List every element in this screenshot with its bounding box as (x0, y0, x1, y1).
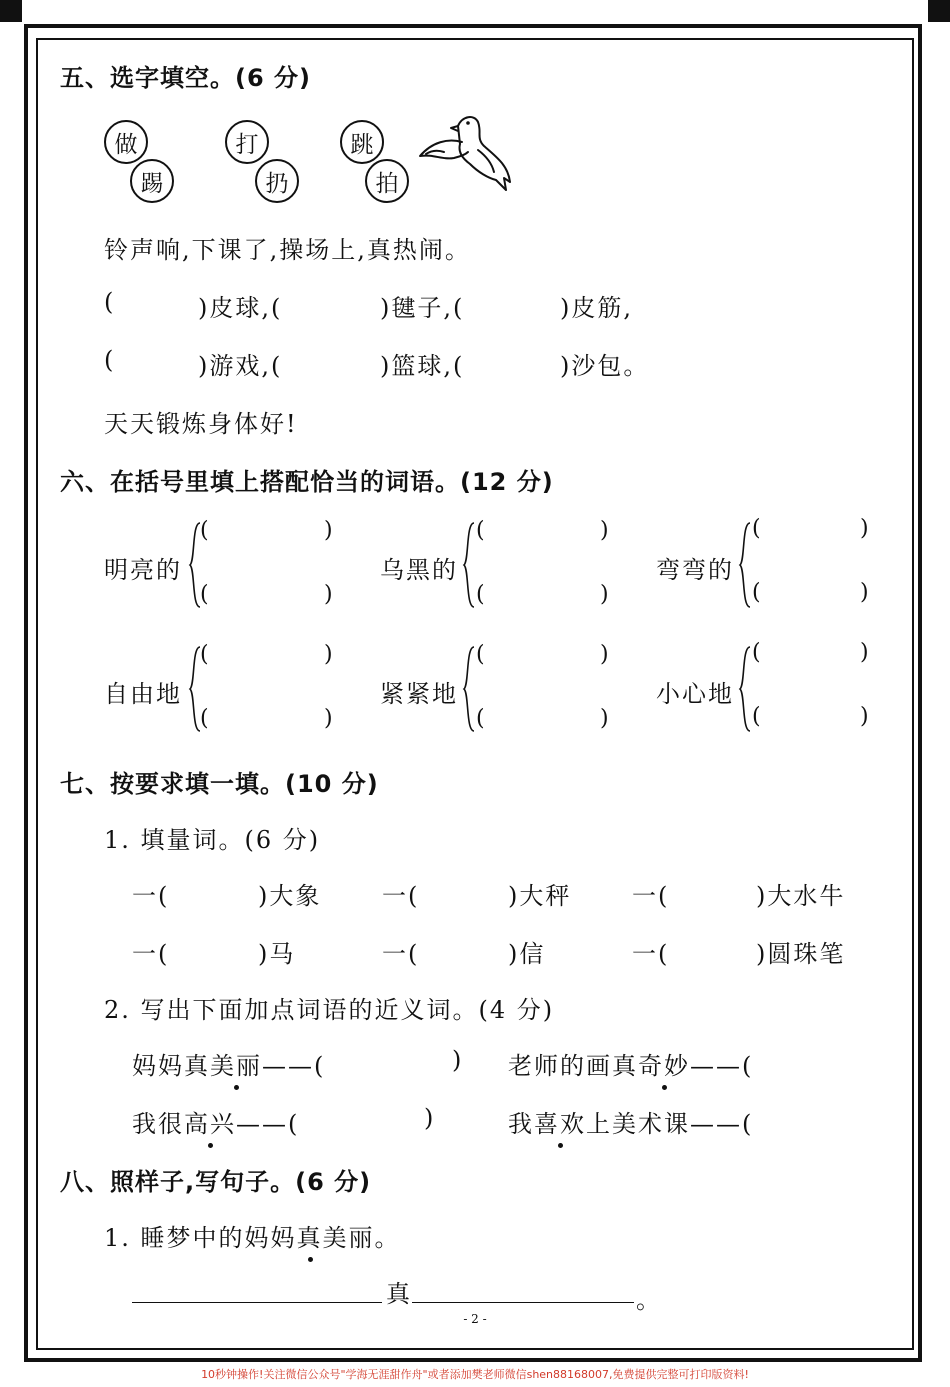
sentence-dash: ——( (262, 1052, 326, 1080)
section8-heading: 八、照样子,写句子。(6 分) (60, 1168, 372, 1196)
measure-noun: )马 (258, 940, 296, 968)
paren-close: ) (324, 582, 333, 607)
page-number: - 2 - (463, 1312, 487, 1326)
section5-outro: 天天锻炼身体好! (104, 410, 298, 438)
paren-close: ) (324, 706, 333, 731)
brace-icon (462, 645, 476, 733)
paren-close: ) (600, 518, 609, 543)
paren-close: ) (860, 516, 869, 541)
paren-open: ( (200, 582, 209, 607)
fill-item: )沙包。 (560, 352, 650, 380)
dotted-word: 喜欢 (534, 1104, 586, 1139)
section6-heading: 六、在括号里填上搭配恰当的词语。(12 分) (60, 468, 554, 496)
example-sentence (104, 1218, 401, 1253)
synonym-sentence (508, 1046, 753, 1081)
dotted-word: 美丽 (210, 1046, 262, 1081)
dotted-word: 高兴 (184, 1104, 236, 1139)
dotted-word: 真 (297, 1218, 323, 1253)
fill-paren: ( (104, 288, 116, 316)
word-prompt: 自由地 (104, 680, 182, 708)
paren-close: ) (860, 704, 869, 729)
fill-item: )皮筋, (560, 294, 633, 322)
subsection-title: 2. 写出下面加点词语的近义词。(4 分) (104, 996, 555, 1024)
sentence-text: 妈妈真 (132, 1052, 210, 1080)
synonym-sentence (508, 1104, 753, 1139)
paren-open: ( (752, 580, 761, 605)
measure-noun: )大象 (258, 882, 322, 910)
paren-open: ( (200, 642, 209, 667)
fill-item: )游戏,( (198, 352, 283, 380)
paren-close: ) (324, 518, 333, 543)
dove-icon (418, 108, 522, 196)
paren-open: ( (476, 518, 485, 543)
word-prompt: 弯弯的 (656, 556, 734, 584)
paren-close: ) (600, 582, 609, 607)
measure-noun: )圆珠笔 (756, 940, 846, 968)
brace-icon (462, 521, 476, 609)
sentence-text: 我很 (132, 1110, 184, 1138)
paren-open: ( (476, 706, 485, 731)
synonym-sentence (132, 1046, 325, 1081)
sentence-text: 1. 睡梦中的妈妈 (104, 1224, 297, 1252)
paren-open: ( (200, 706, 209, 731)
paren-open: ( (752, 516, 761, 541)
corner-mark-right (928, 0, 950, 22)
paren-close: ) (324, 642, 333, 667)
answer-line[interactable] (412, 1302, 634, 1303)
paren-open: ( (476, 642, 485, 667)
sentence-text: 老师的画真 (508, 1052, 638, 1080)
footer-notice: 10秒钟操作!关注微信公众号"学海无涯甜作舟"或者添加樊老师微信shen88168007,免费提供完整可打印版资料! (201, 1368, 749, 1381)
paren-close: ) (452, 1046, 464, 1074)
corner-mark-left (0, 0, 22, 22)
measure-noun: )信 (508, 940, 546, 968)
measure-prefix: 一( (132, 940, 170, 968)
char-circle: 跳 (340, 120, 384, 164)
char-circle: 扔 (255, 159, 299, 203)
measure-noun: )大水牛 (756, 882, 846, 910)
measure-prefix: 一( (382, 882, 420, 910)
fill-item: )皮球,( (198, 294, 283, 322)
paren-close: ) (600, 706, 609, 731)
synonym-sentence (132, 1104, 299, 1139)
brace-icon (738, 645, 752, 733)
word-prompt: 紧紧地 (380, 680, 458, 708)
section7-heading: 七、按要求填一填。(10 分) (60, 770, 379, 798)
measure-noun: )大秤 (508, 882, 572, 910)
fill-item: )篮球,( (380, 352, 465, 380)
paren-close: ) (860, 580, 869, 605)
paren-open: ( (752, 704, 761, 729)
word-prompt: 明亮的 (104, 556, 182, 584)
char-circle: 拍 (365, 159, 409, 203)
subsection-title: 1. 填量词。(6 分) (104, 826, 321, 854)
dotted-word: 奇妙 (638, 1046, 690, 1081)
sentence-dash: ——( (690, 1052, 754, 1080)
fill-item: )毽子,( (380, 294, 465, 322)
sentence-text: 美丽。 (322, 1224, 401, 1252)
char-circle: 打 (225, 120, 269, 164)
word-prompt: 小心地 (656, 680, 734, 708)
paren-close: ) (424, 1104, 436, 1132)
word-prompt: 乌黑的 (380, 556, 458, 584)
char-circle: 踢 (130, 159, 174, 203)
fill-word: 真 (386, 1280, 412, 1308)
measure-prefix: 一( (132, 882, 170, 910)
paren-open: ( (476, 582, 485, 607)
sentence-dash: ——( (236, 1110, 300, 1138)
brace-icon (738, 521, 752, 609)
measure-prefix: 一( (382, 940, 420, 968)
section5-intro: 铃声响,下课了,操场上,真热闹。 (104, 236, 471, 264)
measure-prefix: 一( (632, 882, 670, 910)
paren-open: ( (752, 640, 761, 665)
paren-close: ) (600, 642, 609, 667)
sentence-dash: 上美术课——( (586, 1110, 754, 1138)
answer-line[interactable] (132, 1302, 382, 1303)
measure-prefix: 一( (632, 940, 670, 968)
fill-paren: ( (104, 346, 116, 374)
paren-close: ) (860, 640, 869, 665)
char-circle: 做 (104, 120, 148, 164)
paren-open: ( (200, 518, 209, 543)
section5-heading: 五、选字填空。(6 分) (60, 64, 311, 92)
sentence-text: 我 (508, 1110, 534, 1138)
sentence-end: 。 (636, 1286, 662, 1314)
